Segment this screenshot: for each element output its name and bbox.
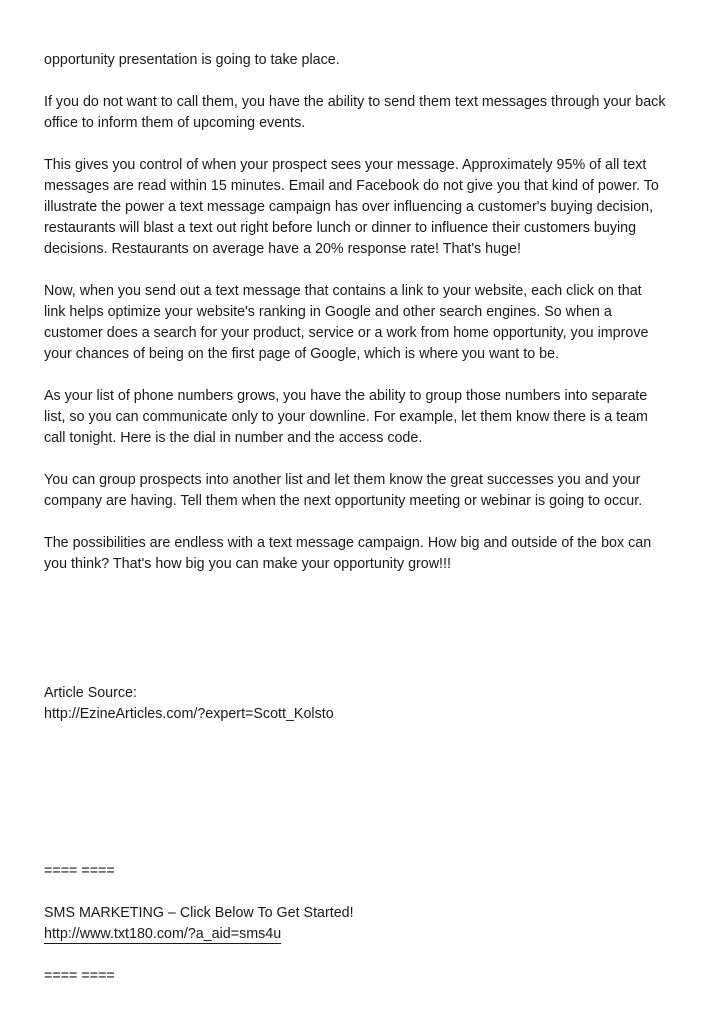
paragraph-1: opportunity presentation is going to take place. bbox=[44, 52, 340, 68]
promo-text: SMS MARKETING – Click Below To Get Started! bbox=[44, 905, 354, 921]
blank-space bbox=[44, 725, 694, 861]
article-source-label: Article Source: bbox=[44, 685, 137, 701]
document-page bbox=[44, 50, 694, 987]
paragraph-6: You can group prospects into another list and let them know the great successes you and your company are having. Tell them when the next opportunity meeting or webinar is going to occur. bbox=[44, 472, 643, 509]
paragraph-5: As your list of phone numbers grows, you have the ability to group those numbers into separate list, so you can communicate only to your downline. For example, let them know there is a team call tonight. Here is the dial in number and the access code. bbox=[44, 388, 648, 446]
paragraph-4: Now, when you send out a text message that contains a link to your website, each click on that link helps optimize your website's ranking in Google and other search engines. So when a customer does a search for your product, service or a work from home opportunity, you improve your chances of being on the first page of Google, which is where you want to be. bbox=[44, 283, 649, 362]
blank-space bbox=[44, 575, 694, 683]
paragraph-2: If you do not want to call them, you have the ability to send them text messages through your back office to inform them of upcoming events. bbox=[44, 94, 666, 131]
article-source-url: http://EzineArticles.com/?expert=Scott_Kolsto bbox=[44, 706, 334, 722]
paragraph-3: This gives you control of when your prospect sees your message. Approximately 95% of all text messages are read within 15 minutes. Email and Facebook do not give you that kind of power. To illustrate the power a text message campaign has over influencing a customer's buying decision, restaurants will blast a text out right before lunch or dinner to influence their customers buying decisions. Restaurants on average have a 20% response rate! That's huge! bbox=[44, 157, 659, 257]
paragraph-7: The possibilities are endless with a text message campaign. How big and outside of the box can you think? That's how big you can make your opportunity grow!!! bbox=[44, 535, 652, 572]
promo-link[interactable]: http://www.txt180.com/?a_aid=sms4u bbox=[44, 926, 282, 942]
separator-bottom: ==== ==== bbox=[44, 968, 115, 984]
separator-top: ==== ==== bbox=[44, 863, 115, 879]
